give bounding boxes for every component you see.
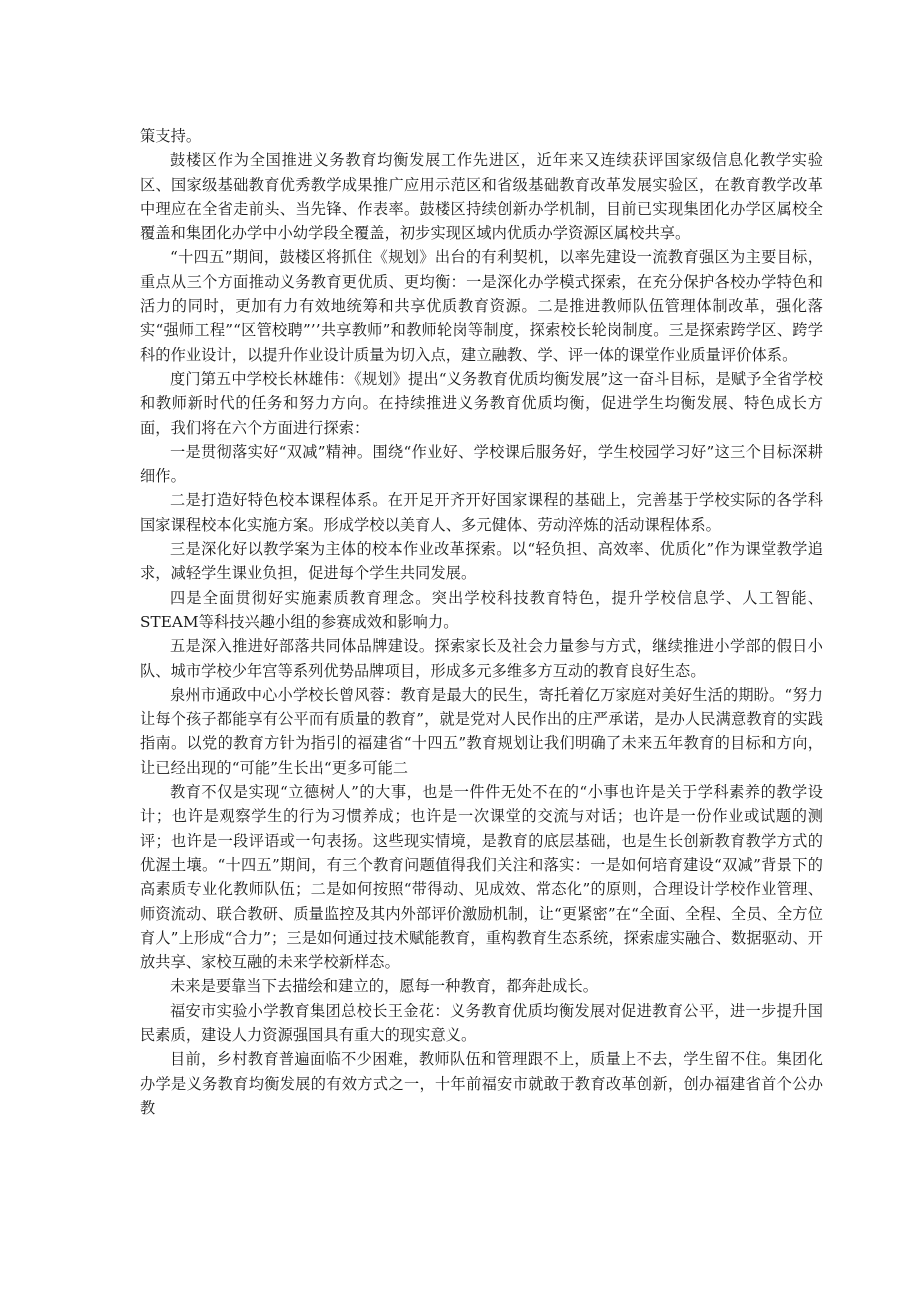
paragraph-future-growth: 未来是要靠当下去描绘和建立的，愿每一种教育，都奔赴成长。: [170, 977, 599, 996]
paragraph-continuation: 策支持。: [140, 127, 202, 145]
paragraph-gulou-district-intro: 鼓楼区作为全国推进义务教育均衡发展工作先进区，近年来又连续获评国家级信息化教学实验区、国家级基础教育优秀教学成果推广应用示范区和省级基础教育改革发展实验区，在教育教学改革中理应在全省走前头、当先锋、作表率。鼓楼区持续创新办学机制，目前已实现集团化办学区属校全覆盖和集团化办学中小幼学段全覆盖，初步实现区域内优质办学资源区属校共享。: [140, 151, 823, 243]
paragraph-education-small-things: 教育不仅是实现“立德树人”的大事，也是一件件无处不在的“小事也许是关于学科素养的教学设计；也许是观察学生的行为习惯养成；也许是一次课堂的交流与对话；也许是一份作业或试题的测评；也许是一段评语或一句表扬。这些现实情境，是教育的底层基础，也是生长创新教育教学方式的优渥土壤。“十四五”期间，有三个教育问题值得我们关注和落实：一是如何培育建设“双减”背景下的高素质专业化教师队伍；二是如何按照“带得动、见成效、常态化”的原则，合理设计学校作业管理、师资流动、联合教研、质量监控及其内外部评价激励机制，让“更紧密”在“全面、全程、全员、全方位育人”上形成“合力”；三是如何通过技术赋能教育，重构教育生态系统，探索虚实融合、数据驱动、开放共享、家校互融的未来学校新样态。: [140, 783, 823, 972]
paragraph-rural-education: 目前，乡村教育普遍面临不少困难，教师队伍和管理跟不上，质量上不去，学生留不住。集团化办学是义务教育均衡发展的有效方式之一，十年前福安市就敢于教育改革创新，创办福建省首个公办教: [140, 1050, 823, 1117]
paragraph-point-five: 五是深入推进好部落共同体品牌建设。探索家长及社会力量参与方式，继续推进小学部的假日小队、城市学校少年宫等系列优势品牌项目，形成多元多维多方互动的教育良好生态。: [140, 637, 823, 680]
paragraph-gulou-14th-five-year-plan: “十四五”期间，鼓楼区将抓住《规划》出台的有利契机，以率先建设一流教育强区为主要目标，重点从三个方面推动义务教育更优质、更均衡：一是深化办学模式探索，在充分保护各校办学特色和活力的同时，更加有力有效地统筹和共享优质教育资源。二是推进教师队伍管理体制改革，强化落实“强师工程”“区管校聘”’’共享教师”和教师轮岗等制度，探索校长轮岗制度。三是探索跨学区、跨学科的作业设计，以提升作业设计质量为切入点，建立融教、学、评一体的课堂作业质量评价体系。: [140, 248, 823, 364]
paragraph-point-three: 三是深化好以教学案为主体的校本作业改革探索。以“轻负担、高效率、优质化”作为课堂教学追求，减轻学生课业负担，促进每个学生共同发展。: [140, 540, 823, 583]
paragraph-point-two: 二是打造好特色校本课程体系。在开足开齐开好国家课程的基础上，完善基于学校实际的各学科国家课程校本化实施方案。形成学校以美育人、多元健体、劳动淬炼的活动课程体系。: [140, 491, 823, 534]
paragraph-point-four: 四是全面贯彻好实施素质教育理念。突出学校科技教育特色，提升学校信息学、人工智能、STEAM等科技兴趣小组的参赛成效和影响力。: [140, 588, 823, 631]
paragraph-principal-zeng-fengrong: 泉州市通政中心小学校长曾风蓉：教育是最大的民生，寄托着亿万家庭对美好生活的期盼。“努力让每个孩子都能享有公平而有质量的教育”，就是党对人民作出的庄严承诺，是办人民满意教育的实践指南。以党的教育方针为指引的福建省“十四五”教育规划让我们明确了未来五年教育的目标和方向，让已经出现的“可能”生长出“更多可能二: [140, 685, 823, 777]
paragraph-principal-wang-jinhua: 福安市实验小学教育集团总校长王金花：义务教育优质均衡发展对促进教育公平，进一步提升国民素质，建设人力资源强国具有重大的现实意义。: [140, 1001, 823, 1044]
paragraph-point-one: 一是贯彻落实好“双减”精神。围绕“作业好、学校课后服务好，学生校园学习好”这三个目标深耕细作。: [140, 442, 823, 486]
document-body: [140, 124, 823, 1120]
paragraph-principal-lin-xiongwei: 度门第五中学校长林雄伟：《规划》提出“义务教育优质均衡发展”这一奋斗目标，是赋予全省学校和教师新时代的任务和努力方向。在持续推进义务教育优质均衡，促进学生均衡发展、特色成长方面，我们将在六个方面进行探索：: [140, 369, 823, 437]
